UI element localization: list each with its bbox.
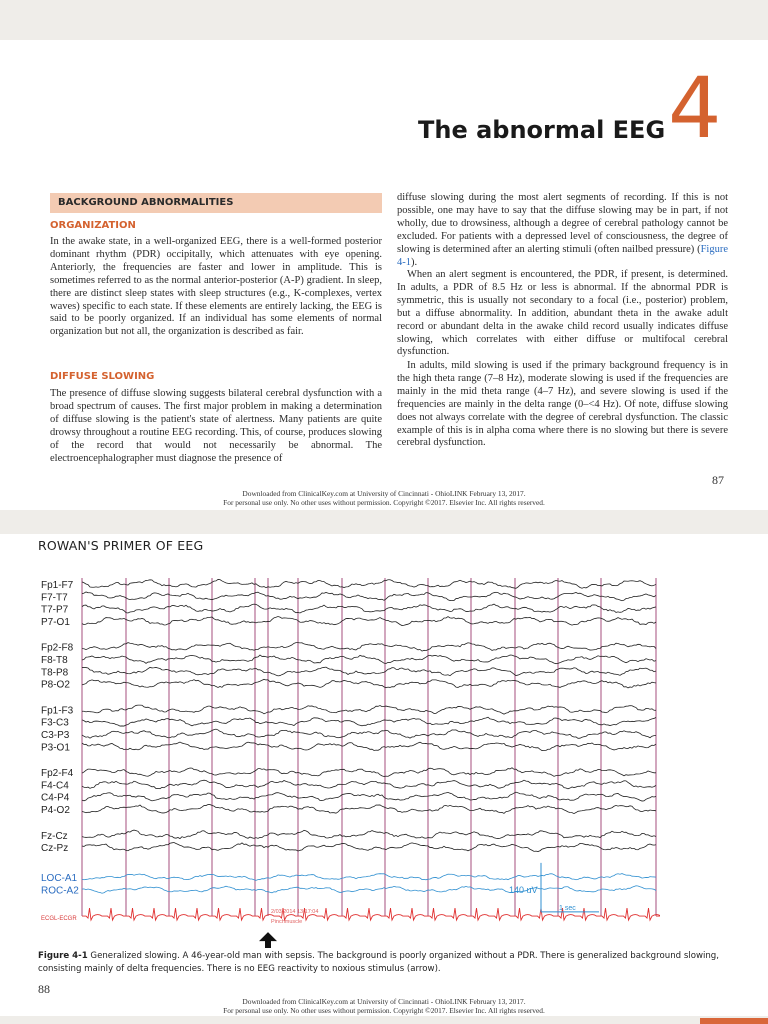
section-heading: BACKGROUND ABNORMALITIES <box>58 197 234 208</box>
paragraph-right-3 <box>397 360 728 450</box>
paragraph-right-2 <box>397 269 728 359</box>
time-scale-label: 1 sec <box>559 904 576 912</box>
channel-label: C4-P4 <box>41 792 70 804</box>
eeg-trace <box>82 679 656 688</box>
eeg-trace <box>82 667 656 676</box>
paragraph-organization: In the awake state, in a well-organized EEG, there is a well-formed posterior dominant rhythm (PDR) occipitally, which attenuates with eye opening. Anteriorly, the frequencies are faster and lower in amplitude. This is sometimes referred to as the normal anterior-posterior (A-P) gradient. In sleep, there are distinct sleep states with sleep structures (e.g., K-complexes, vertex waves) specific to each state. If these elements are entirely lacking, the EEG is said to be poorly organized. If an individual has some elements of normal organization but not all, the organization is described as fair. <box>50 236 382 338</box>
subheading-diffuse-slowing: DIFFUSE SLOWING <box>50 371 155 382</box>
eog-trace <box>82 874 656 881</box>
channel-label: Fz-Cz <box>41 830 68 842</box>
eeg-trace <box>82 643 656 651</box>
channel-label: P4-O2 <box>41 805 70 816</box>
eeg-trace <box>82 717 656 726</box>
channel-label: Fp1-F3 <box>41 705 74 717</box>
channel-label: ECGL-ECGR <box>41 916 77 923</box>
paragraph-right-3-text: In adults, mild slowing is used if the primary background frequency is in the high theta range (7–8 Hz), moderate slowing is used if the frequencies are mainly in the mid theta range (4–7 Hz), and severe slowing is used if the frequencies are mainly in the delta range (0–<4 Hz). Of note, diffuse slowing does not always correlate with the degree of cerebral dysfunction. The classic example of this is in alpha coma where there is no slowing but there is severe cerebral dysfunction. <box>397 360 728 449</box>
eeg-trace <box>82 842 656 851</box>
channel-label: F3-C3 <box>41 717 69 729</box>
channel-label: ROC-A2 <box>41 885 79 897</box>
channel-label: C3-P3 <box>41 730 70 741</box>
caption-text: Generalized slowing. A 46-year-old man with sepsis. The background is poorly organized without a PDR. There is generalized background slowing, consisting mainly of delta frequencies. There is no EEG reactivity to noxious stimulus (arrow). <box>38 951 719 974</box>
chapter-number: 4 <box>668 59 722 157</box>
caption-label: Figure 4-1 <box>38 951 88 961</box>
chapter-title: The abnormal EEG <box>418 116 666 144</box>
top-band <box>0 0 768 40</box>
channel-label: P8-O2 <box>41 679 70 691</box>
channel-label: P3-O1 <box>41 742 70 754</box>
footer-line-1: Downloaded from ClinicalKey.com at University of Cincinnati - OhioLINK February 13, 2017. <box>242 997 526 1006</box>
footer-line-1: Downloaded from ClinicalKey.com at University of Cincinnati - OhioLINK February 13, 2017. <box>242 489 526 498</box>
eeg-figure <box>38 570 660 948</box>
channel-label: T7-P7 <box>41 604 69 616</box>
channel-label: Fp2-F8 <box>41 642 74 654</box>
eeg-trace <box>82 780 656 789</box>
figure-link[interactable]: Figure 4-1 <box>397 243 728 268</box>
eeg-trace <box>82 705 656 714</box>
amplitude-scale-label: 140 uV <box>509 884 538 895</box>
channel-label: P7-O1 <box>41 616 70 628</box>
footer-line-2: For personal use only. No other uses without permission. Copyright ©2017. Elsevier Inc. All rights reserved. <box>223 1006 545 1015</box>
stimulus-arrow-icon <box>259 932 277 948</box>
stimulus-annotation: Pinchmuscle <box>271 919 303 926</box>
paragraph-right-1-end: ). <box>411 256 418 268</box>
paragraph-right-1-text: diffuse slowing during the most alert segments of recording. If this is not possible, one may have to say that the diffuse slowing may be in part, if not wholly, due to drowsiness, although a degree of cerebral pathology cannot be excluded. For patients with a depressed level of consciousness, the degree of slowing is determined after an alerting stimuli (often nailbed pressure) ( <box>397 192 728 255</box>
channel-label: Fp1-F7 <box>41 580 74 591</box>
eeg-trace <box>82 617 656 626</box>
section-heading-bar <box>50 193 382 213</box>
channel-label: Fp2-F4 <box>41 768 74 780</box>
subheading-organization: ORGANIZATION <box>50 220 136 231</box>
eeg-trace <box>82 579 656 588</box>
eeg-trace <box>82 604 656 613</box>
eeg-trace <box>82 792 656 801</box>
event-timestamp: 2/03/2014 13:17:04 <box>271 909 319 916</box>
page-number-87: 87 <box>712 473 724 487</box>
paragraph-right-1 <box>397 192 728 269</box>
download-footer-1 <box>0 489 768 507</box>
eeg-trace <box>82 830 656 838</box>
footer-line-2: For personal use only. No other uses without permission. Copyright ©2017. Elsevier Inc. All rights reserved. <box>223 498 545 507</box>
eeg-trace <box>82 592 656 601</box>
bottom-band <box>0 1016 768 1024</box>
paragraph-diffuse-slowing: The presence of diffuse slowing suggests bilateral cerebral dysfunction with a broad spectrum of causes. The first major problem in making a determination of diffuse slowing is the patient's state of alertness. Many patients are quite drowsy throughout a routine EEG recording. This, of course, produces slowing of the record that would not necessarily be abnormal. The electroencephalographer must diagnose the presence of <box>50 388 382 464</box>
running-head: ROWAN'S PRIMER OF EEG <box>38 538 204 553</box>
channel-label: Cz-Pz <box>41 843 69 855</box>
download-footer-2 <box>0 997 768 1015</box>
channel-label: F8-T8 <box>41 655 68 666</box>
channel-label: F7-T7 <box>41 592 68 604</box>
page-separator-band <box>0 510 768 534</box>
eeg-trace <box>82 742 656 751</box>
eog-trace <box>82 886 656 893</box>
bottom-accent-bar <box>700 1018 768 1024</box>
channel-label: T8-P8 <box>41 667 69 679</box>
page-number-88: 88 <box>38 982 50 996</box>
channel-label: LOC-A1 <box>41 872 78 884</box>
eeg-trace <box>82 768 656 777</box>
paragraph-right-2-text: When an alert segment is encountered, the PDR, if present, is determined. In adults, a PDR of 8.5 Hz or less is abnormal. If the abnormal PDR is symmetric, this is usually not secondary to a focal (i.e., posterior) problem, but a diffuse abnormality. In addition, abundant theta in the awake adult record or abundant delta in the awake child record usually indicates diffuse slowing, which correlates with either diffuse or multifocal cerebral dysfunction. <box>397 269 728 358</box>
figure-caption <box>38 950 728 975</box>
eeg-trace <box>82 804 656 813</box>
eeg-trace <box>82 729 656 738</box>
channel-label: F4-C4 <box>41 780 69 792</box>
eeg-trace <box>82 655 656 664</box>
